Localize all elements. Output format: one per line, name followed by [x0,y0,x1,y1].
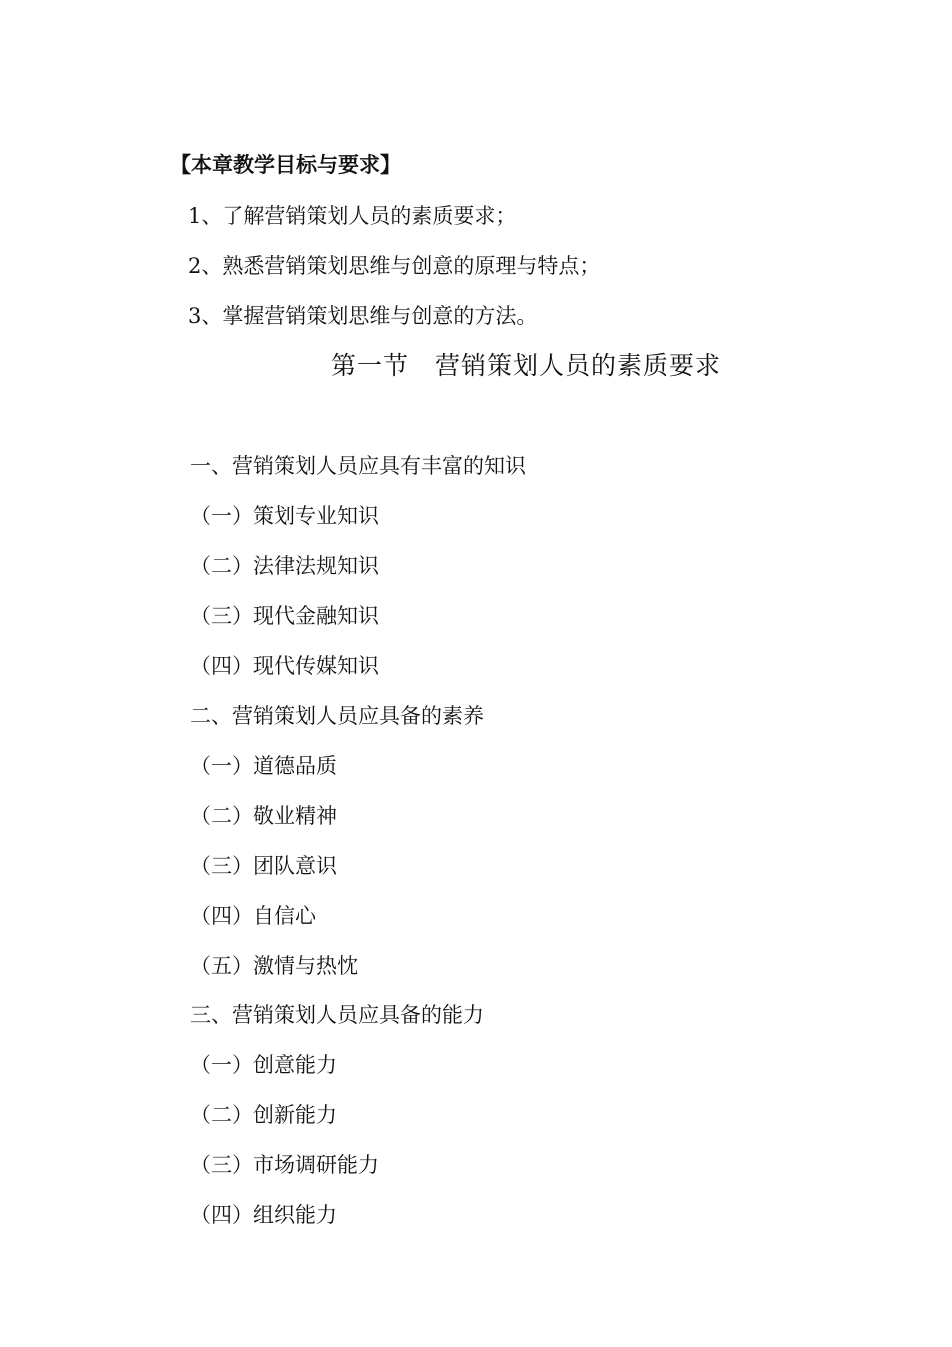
objective-item: 1、了解营销策划人员的素质要求； [188,204,517,228]
outline-item: （一）策划专业知识 [190,504,379,528]
outline-item: （三）团队意识 [190,854,337,878]
outline-item: （一）道德品质 [190,754,337,778]
objectives-heading: 【本章教学目标与要求】 [170,152,401,177]
outline-heading: 二、营销策划人员应具备的素养 [190,704,484,728]
outline-item: （四）现代传媒知识 [190,654,379,678]
outline-item: （五）激情与热忱 [190,954,358,978]
outline-item: （二）创新能力 [190,1103,337,1127]
objective-item: 2、熟悉营销策划思维与创意的原理与特点； [188,254,601,278]
outline-item: （三）现代金融知识 [190,604,379,628]
outline-item: （三）市场调研能力 [190,1153,379,1177]
objective-item: 3、掌握营销策划思维与创意的方法。 [188,304,538,328]
section-title: 第一节 营销策划人员的素质要求 [331,351,722,380]
outline-heading: 一、营销策划人员应具有丰富的知识 [190,454,526,478]
outline-item: （四）自信心 [190,904,316,928]
outline-item: （二）敬业精神 [190,804,337,828]
outline-heading: 三、营销策划人员应具备的能力 [190,1003,484,1027]
outline-item: （二）法律法规知识 [190,554,379,578]
outline-item: （四）组织能力 [190,1203,337,1227]
outline-item: （一）创意能力 [190,1053,337,1077]
